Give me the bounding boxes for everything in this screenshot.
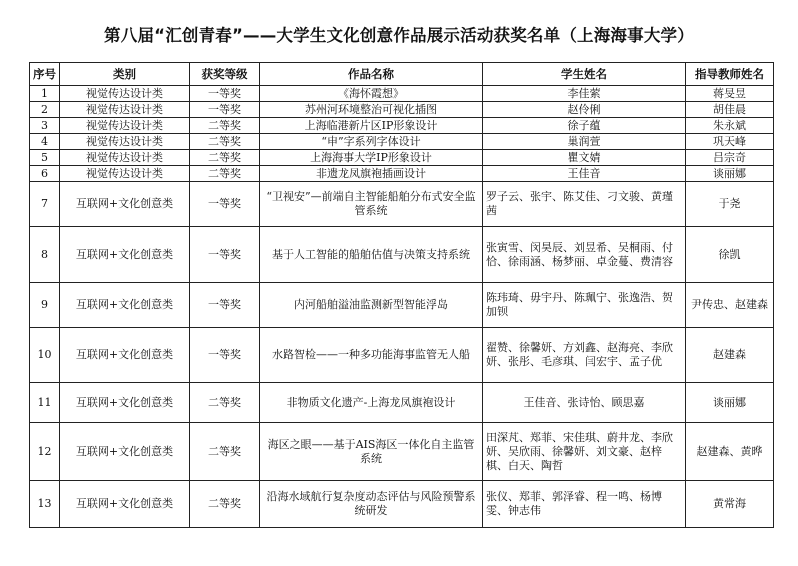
- table-row: [30, 86, 774, 102]
- cell-level: 二等奖: [190, 118, 260, 134]
- table-row: [30, 118, 774, 134]
- cell-work: 内河船舶溢油监测新型智能浮岛: [260, 283, 483, 328]
- cell-advisor: 蒋旻昱: [686, 86, 774, 102]
- cell-level: 一等奖: [190, 182, 260, 227]
- cell-category: 视觉传达设计类: [60, 166, 190, 182]
- cell-work: 苏州河环境整治可视化插图: [260, 102, 483, 118]
- cell-category: 互联网+文化创意类: [60, 481, 190, 528]
- cell-category: 互联网+文化创意类: [60, 227, 190, 283]
- cell-advisor: 吕宗奇: [686, 150, 774, 166]
- cell-advisor: 尹传忠、赵建森: [686, 283, 774, 328]
- cell-no: 10: [30, 328, 60, 383]
- table-row: [30, 227, 774, 283]
- cell-no: 5: [30, 150, 60, 166]
- table-row: [30, 166, 774, 182]
- header-work: 作品名称: [260, 63, 483, 86]
- cell-students: 翟赞、徐馨妍、方刘鑫、赵海亮、李欣妍、张彤、毛彦琪、闫宏宇、孟子优: [483, 328, 686, 383]
- cell-work: 沿海水域航行复杂度动态评估与风险预警系统研发: [260, 481, 483, 528]
- cell-level: 二等奖: [190, 481, 260, 528]
- cell-students: 陈玮琦、毋宇丹、陈珮宁、张逸浩、贺加钡: [483, 283, 686, 328]
- cell-students: 徐子蕴: [483, 118, 686, 134]
- cell-level: 一等奖: [190, 283, 260, 328]
- header-students: 学生姓名: [483, 63, 686, 86]
- cell-no: 13: [30, 481, 60, 528]
- cell-students: 罗子云、张宇、陈艾佳、刁文骏、黄瑾茜: [483, 182, 686, 227]
- cell-work: 海区之眼——基于AIS海区一体化自主监管系统: [260, 423, 483, 481]
- cell-no: 11: [30, 383, 60, 423]
- cell-advisor: 赵建森: [686, 328, 774, 383]
- cell-level: 一等奖: [190, 227, 260, 283]
- cell-students: 田深芃、郑菲、宋佳琪、蔚井龙、李欣妍、吴欣雨、徐馨妍、刘文豪、赵梓棋、白天、陶哲: [483, 423, 686, 481]
- cell-level: 一等奖: [190, 86, 260, 102]
- table-row: [30, 383, 774, 423]
- header-no: 序号: [30, 63, 60, 86]
- cell-work: “申”字系列字体设计: [260, 134, 483, 150]
- header-level: 获奖等级: [190, 63, 260, 86]
- cell-level: 二等奖: [190, 423, 260, 481]
- cell-category: 视觉传达设计类: [60, 118, 190, 134]
- cell-students: 巢润萱: [483, 134, 686, 150]
- cell-work: 非物质文化遗产-上海龙凤旗袍设计: [260, 383, 483, 423]
- cell-category: 互联网+文化创意类: [60, 328, 190, 383]
- cell-level: 一等奖: [190, 102, 260, 118]
- cell-no: 1: [30, 86, 60, 102]
- cell-category: 互联网+文化创意类: [60, 182, 190, 227]
- document-title: 第八届“汇创青春”——大学生文化创意作品展示活动获奖名单（上海海事大学）: [104, 26, 694, 45]
- cell-category: 视觉传达设计类: [60, 134, 190, 150]
- cell-advisor: 赵建森、黄晔: [686, 423, 774, 481]
- cell-category: 视觉传达设计类: [60, 150, 190, 166]
- cell-work: 基于人工智能的船舶估值与决策支持系统: [260, 227, 483, 283]
- cell-work: “卫视安”—前端自主智能船舶分布式安全监管系统: [260, 182, 483, 227]
- cell-level: 二等奖: [190, 166, 260, 182]
- table-row: [30, 102, 774, 118]
- cell-advisor: 谈丽娜: [686, 383, 774, 423]
- table-row: [30, 150, 774, 166]
- cell-work: 《海怀霞想》: [260, 86, 483, 102]
- cell-work: 上海临港新片区IP形象设计: [260, 118, 483, 134]
- cell-advisor: 朱永斌: [686, 118, 774, 134]
- cell-work: 非遗龙凤旗袍插画设计: [260, 166, 483, 182]
- cell-students: 李佳萦: [483, 86, 686, 102]
- cell-no: 4: [30, 134, 60, 150]
- award-table: [29, 62, 774, 528]
- cell-students: 赵伶俐: [483, 102, 686, 118]
- cell-no: 2: [30, 102, 60, 118]
- cell-category: 视觉传达设计类: [60, 102, 190, 118]
- cell-category: 视觉传达设计类: [60, 86, 190, 102]
- cell-students: 张寅雪、闵昊辰、刘昱希、吴桐雨、付恰、徐雨涵、杨梦丽、卓金蔓、费清容: [483, 227, 686, 283]
- cell-students: 王佳音: [483, 166, 686, 182]
- cell-level: 二等奖: [190, 134, 260, 150]
- cell-work: 上海海事大学IP形象设计: [260, 150, 483, 166]
- cell-students: 瞿文婧: [483, 150, 686, 166]
- table-row: [30, 481, 774, 528]
- cell-category: 互联网+文化创意类: [60, 383, 190, 423]
- header-advisor: 指导教师姓名: [686, 63, 774, 86]
- cell-advisor: 谈丽娜: [686, 166, 774, 182]
- cell-category: 互联网+文化创意类: [60, 423, 190, 481]
- cell-level: 一等奖: [190, 328, 260, 383]
- cell-students: 张仪、郑菲、郭泽睿、程一鸣、杨博雯、钟志伟: [483, 481, 686, 528]
- cell-level: 二等奖: [190, 150, 260, 166]
- table-row: [30, 283, 774, 328]
- table-row: [30, 134, 774, 150]
- cell-students: 王佳音、张诗怡、顾思嘉: [483, 383, 686, 423]
- cell-category: 互联网+文化创意类: [60, 283, 190, 328]
- cell-advisor: 巩天峰: [686, 134, 774, 150]
- table-row: [30, 423, 774, 481]
- cell-no: 6: [30, 166, 60, 182]
- table-header-row: [30, 63, 774, 86]
- header-category: 类别: [60, 63, 190, 86]
- cell-no: 9: [30, 283, 60, 328]
- table-row: [30, 328, 774, 383]
- table-row: [30, 182, 774, 227]
- cell-advisor: 于尧: [686, 182, 774, 227]
- cell-level: 二等奖: [190, 383, 260, 423]
- cell-no: 3: [30, 118, 60, 134]
- cell-advisor: 黄常海: [686, 481, 774, 528]
- cell-advisor: 胡佳晨: [686, 102, 774, 118]
- cell-advisor: 徐凯: [686, 227, 774, 283]
- cell-work: 水路智检——一种多功能海事监管无人船: [260, 328, 483, 383]
- cell-no: 7: [30, 182, 60, 227]
- cell-no: 12: [30, 423, 60, 481]
- cell-no: 8: [30, 227, 60, 283]
